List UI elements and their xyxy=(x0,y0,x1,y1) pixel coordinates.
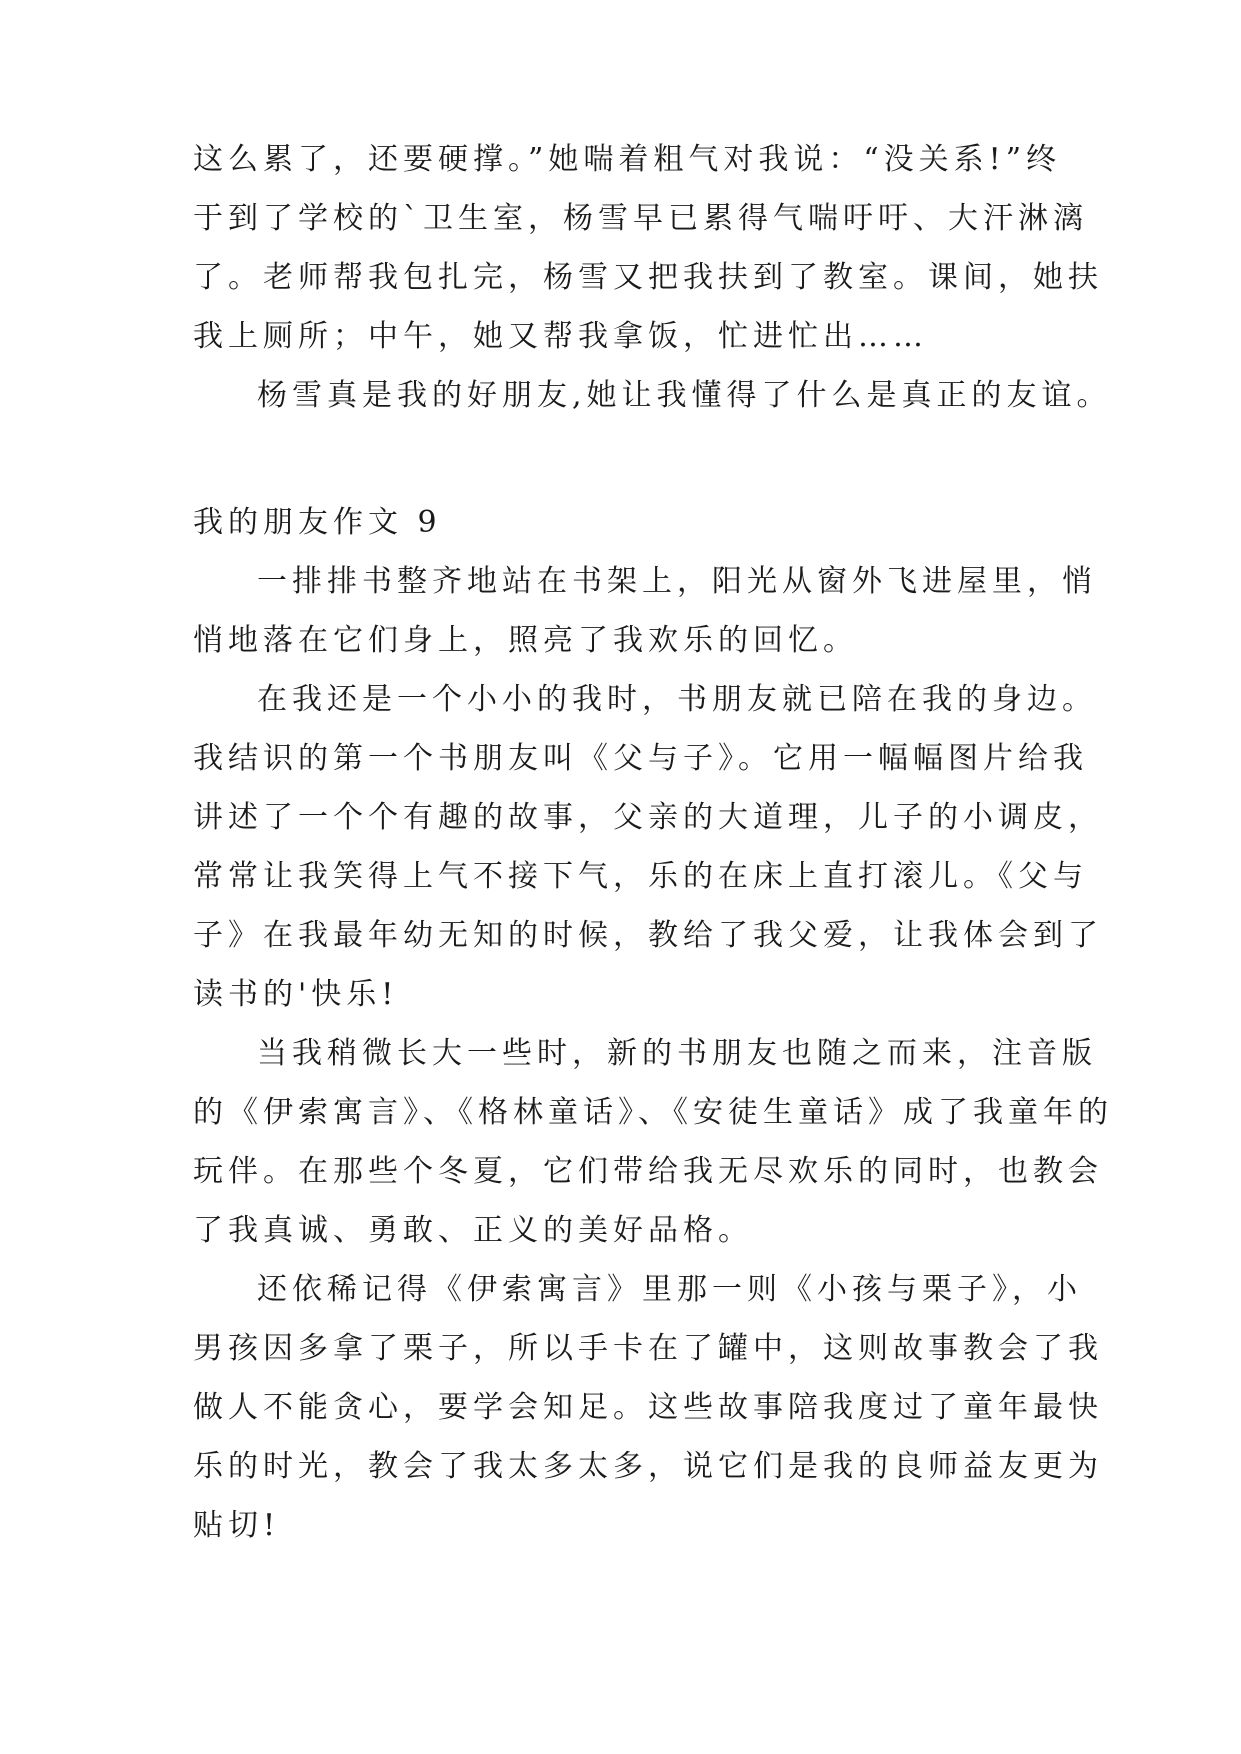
paragraph-line: 乐的时光，教会了我太多太多，说它们是我的良师益友更为 xyxy=(193,1449,1103,1484)
paragraph-line: 当我稍微长大一些时，新的书朋友也随之而来，注音版 xyxy=(257,1036,1097,1071)
paragraph-line: 在我还是一个小小的我时，书朋友就已陪在我的身边。 xyxy=(257,682,1097,717)
paragraph-line: 的《伊索寓言》、《格林童话》、《安徒生童话》成了我童年的 xyxy=(193,1095,1113,1130)
paragraph-line: 我上厕所；中午，她又帮我拿饭，忙进忙出…… xyxy=(193,319,928,354)
paragraph-line: 于到了学校的`卫生室，杨雪早已累得气喘吁吁、大汗淋漓 xyxy=(193,201,1088,236)
paragraph-line: 悄地落在它们身上，照亮了我欢乐的回忆。 xyxy=(193,623,858,658)
paragraph-line: 读书的'快乐! xyxy=(193,977,399,1012)
paragraph-line: 杨雪真是我的好朋友,她让我懂得了什么是真正的友谊。 xyxy=(257,378,1112,413)
paragraph-line: 玩伴。在那些个冬夏，它们带给我无尽欢乐的同时，也教会 xyxy=(193,1154,1103,1189)
paragraph-line: 男孩因多拿了栗子，所以手卡在了罐中，这则故事教会了我 xyxy=(193,1331,1103,1366)
paragraph-line: 贴切! xyxy=(193,1508,281,1543)
paragraph-line: 常常让我笑得上气不接下气，乐的在床上直打滚儿。《父与 xyxy=(193,859,1088,894)
paragraph-line: 还依稀记得《伊索寓言》里那一则《小孩与栗子》，小 xyxy=(257,1272,1082,1307)
paragraph-line: 子》在我最年幼无知的时候，教给了我父爱，让我体会到了 xyxy=(193,918,1103,953)
paragraph-line: 我结识的第一个书朋友叫《父与子》。它用一幅幅图片给我 xyxy=(193,741,1088,776)
paragraph-line: 了。老师帮我包扎完，杨雪又把我扶到了教室。课间，她扶 xyxy=(193,260,1103,295)
section-title: 我的朋友作文 9 xyxy=(193,505,442,540)
paragraph-line: 讲述了一个个有趣的故事，父亲的大道理，儿子的小调皮， xyxy=(193,800,1103,835)
paragraph-line: 一排排书整齐地站在书架上，阳光从窗外飞进屋里，悄 xyxy=(257,564,1097,599)
paragraph-line: 做人不能贪心，要学会知足。这些故事陪我度过了童年最快 xyxy=(193,1390,1103,1425)
paragraph-line: 了我真诚、勇敢、正义的美好品格。 xyxy=(193,1213,753,1248)
paragraph-line: 这么累了，还要硬撑。”她喘着粗气对我说：“没关系!”终 xyxy=(193,142,1062,177)
